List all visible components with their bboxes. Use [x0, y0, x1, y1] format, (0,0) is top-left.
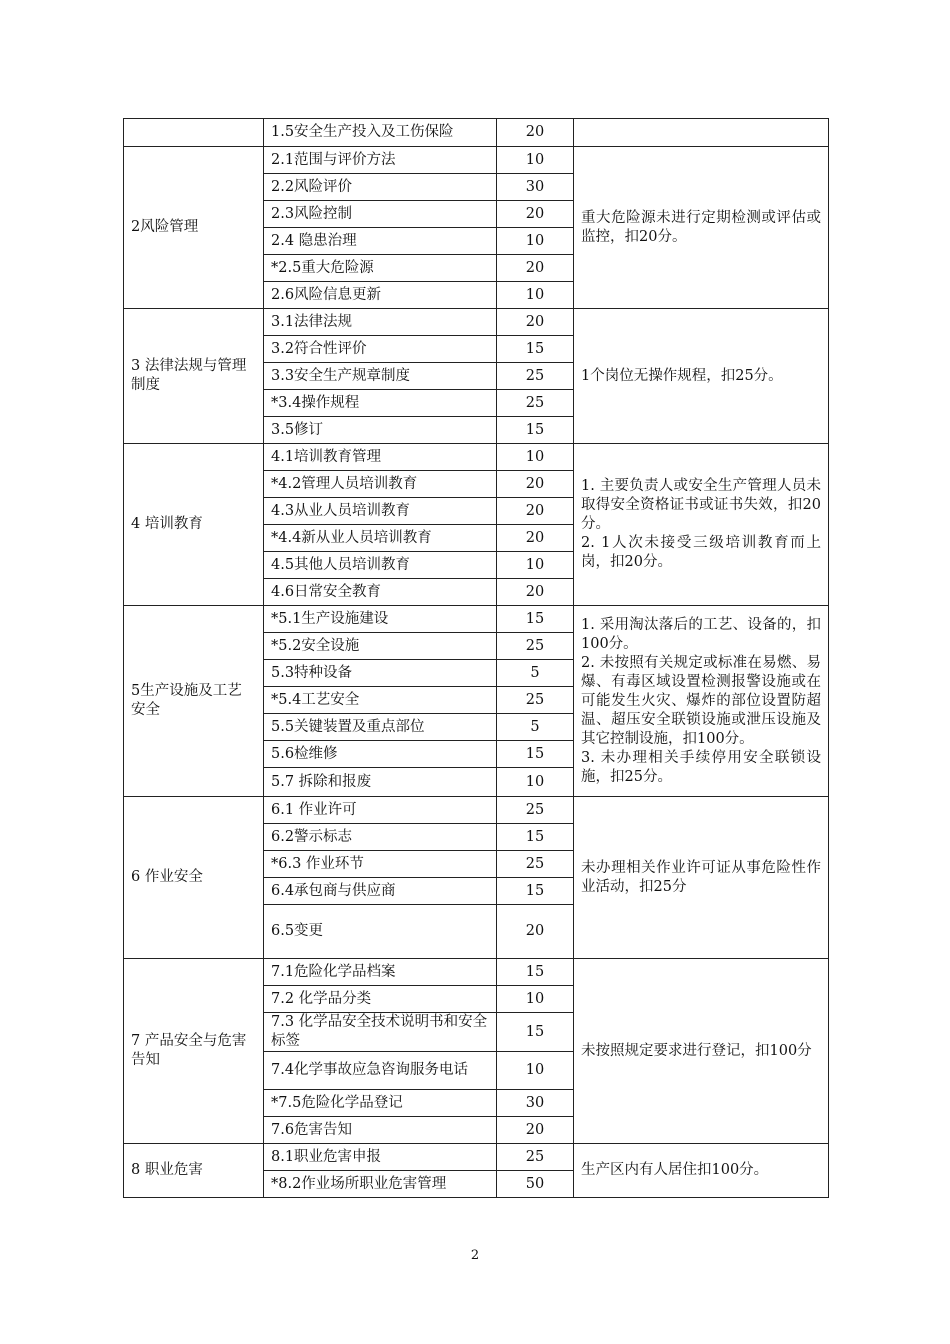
- score-cell: 20: [497, 579, 574, 606]
- score-cell: 50: [497, 1171, 574, 1198]
- element-cell: 4 培训教育: [124, 444, 264, 606]
- table-row: [124, 147, 829, 174]
- item-cell: *7.5危险化学品登记: [264, 1090, 497, 1117]
- item-cell: 5.3特种设备: [264, 660, 497, 687]
- veto-note-line: 3. 未办理相关手续停用安全联锁设施，扣25分。: [581, 749, 821, 785]
- item-cell: *5.1生产设施建设: [264, 606, 497, 633]
- score-cell: 10: [497, 444, 574, 471]
- score-cell: 25: [497, 363, 574, 390]
- score-cell: 25: [497, 851, 574, 878]
- item-cell: 5.5关键装置及重点部位: [264, 714, 497, 741]
- score-cell: 20: [497, 471, 574, 498]
- table-row: [124, 309, 829, 336]
- score-cell: 15: [497, 1013, 574, 1052]
- item-cell: *2.5重大危险源: [264, 255, 497, 282]
- element-cell: [124, 119, 264, 147]
- item-cell: 6.4承包商与供应商: [264, 878, 497, 905]
- item-cell: 5.6检维修: [264, 741, 497, 768]
- item-cell: *5.2安全设施: [264, 633, 497, 660]
- score-cell: 15: [497, 417, 574, 444]
- veto-note-line: 未办理相关作业许可证从事危险性作业活动，扣25分: [581, 859, 821, 895]
- item-cell: *4.2管理人员培训教育: [264, 471, 497, 498]
- veto-note-cell: [574, 147, 829, 309]
- item-cell: 4.6日常安全教育: [264, 579, 497, 606]
- score-cell: 20: [497, 255, 574, 282]
- veto-note-cell: [574, 309, 829, 444]
- score-cell: 5: [497, 660, 574, 687]
- item-cell: 3.3安全生产规章制度: [264, 363, 497, 390]
- item-cell: *3.4操作规程: [264, 390, 497, 417]
- score-cell: 10: [497, 147, 574, 174]
- element-cell: 7 产品安全与危害告知: [124, 959, 264, 1144]
- item-cell: 8.1职业危害申报: [264, 1144, 497, 1171]
- item-cell: 4.3从业人员培训教育: [264, 498, 497, 525]
- score-cell: 10: [497, 1052, 574, 1090]
- score-cell: 10: [497, 228, 574, 255]
- item-cell: 6.1 作业许可: [264, 797, 497, 824]
- item-cell: 3.2符合性评价: [264, 336, 497, 363]
- table-row: [124, 959, 829, 986]
- score-cell: 25: [497, 1144, 574, 1171]
- veto-note-line: 2. 未按照有关规定或标准在易燃、易爆、有毒区域设置检测报警设施或在可能发生火灾、爆炸的部位设置防超温、超压安全联锁设施或泄压设施及其它控制设施，扣100分。: [581, 654, 821, 747]
- table-row: [124, 1144, 829, 1171]
- element-cell: 5生产设施及工艺安全: [124, 606, 264, 797]
- item-cell: 2.3风险控制: [264, 201, 497, 228]
- score-cell: 15: [497, 824, 574, 851]
- item-cell: 7.3 化学品安全技术说明书和安全标签: [264, 1013, 497, 1052]
- veto-note-cell: [574, 1144, 829, 1198]
- table-row: [124, 606, 829, 633]
- veto-note-cell: [574, 119, 829, 147]
- score-cell: 20: [497, 119, 574, 147]
- veto-note-line: 重大危险源未进行定期检测或评估或监控，扣20分。: [581, 209, 821, 245]
- item-cell: 2.4 隐患治理: [264, 228, 497, 255]
- item-cell: 7.4化学事故应急咨询服务电话: [264, 1052, 497, 1090]
- score-cell: 25: [497, 797, 574, 824]
- score-cell: 10: [497, 282, 574, 309]
- score-cell: 20: [497, 309, 574, 336]
- score-cell: 20: [497, 498, 574, 525]
- item-cell: 4.1培训教育管理: [264, 444, 497, 471]
- item-cell: 2.2风险评价: [264, 174, 497, 201]
- score-cell: 20: [497, 525, 574, 552]
- item-cell: 2.6风险信息更新: [264, 282, 497, 309]
- item-cell: 5.7 拆除和报废: [264, 768, 497, 797]
- score-cell: 15: [497, 959, 574, 986]
- score-cell: 10: [497, 986, 574, 1013]
- item-cell: 6.2警示标志: [264, 824, 497, 851]
- item-cell: 6.5变更: [264, 905, 497, 959]
- score-cell: 15: [497, 336, 574, 363]
- veto-note-line: 未按照规定要求进行登记，扣100分: [581, 1042, 812, 1059]
- score-cell: 30: [497, 1090, 574, 1117]
- item-cell: *4.4新从业人员培训教育: [264, 525, 497, 552]
- score-cell: 15: [497, 741, 574, 768]
- score-cell: 25: [497, 687, 574, 714]
- score-cell: 10: [497, 552, 574, 579]
- score-cell: 15: [497, 878, 574, 905]
- score-cell: 10: [497, 768, 574, 797]
- veto-note-cell: [574, 444, 829, 606]
- veto-note-line: 1. 采用淘汰落后的工艺、设备的，扣100分。: [581, 616, 821, 652]
- veto-note-line: 2. 1人次未接受三级培训教育而上岗，扣20分。: [581, 535, 821, 570]
- table-row: [124, 797, 829, 824]
- score-cell: 25: [497, 390, 574, 417]
- table-row: [124, 119, 829, 147]
- evaluation-table-body: [124, 119, 829, 1198]
- element-cell: 6 作业安全: [124, 797, 264, 959]
- item-cell: 3.5修订: [264, 417, 497, 444]
- veto-note-line: 1个岗位无操作规程，扣25分。: [581, 367, 783, 384]
- score-cell: 20: [497, 201, 574, 228]
- item-cell: 2.1范围与评价方法: [264, 147, 497, 174]
- score-cell: 25: [497, 633, 574, 660]
- item-cell: 7.1危险化学品档案: [264, 959, 497, 986]
- evaluation-table: [123, 118, 829, 1198]
- veto-note-cell: [574, 797, 829, 959]
- score-cell: 20: [497, 905, 574, 959]
- score-cell: 15: [497, 606, 574, 633]
- table-row: [124, 444, 829, 471]
- veto-note-line: 生产区内有人居住扣100分。: [581, 1162, 769, 1178]
- element-cell: 2风险管理: [124, 147, 264, 309]
- page-number: 2: [470, 1248, 480, 1263]
- veto-note-cell: [574, 606, 829, 797]
- veto-note-cell: [574, 959, 829, 1144]
- item-cell: 1.5安全生产投入及工伤保险: [264, 119, 497, 147]
- item-cell: 3.1法律法规: [264, 309, 497, 336]
- item-cell: *8.2作业场所职业危害管理: [264, 1171, 497, 1198]
- veto-note-line: 1. 主要负责人或安全生产管理人员未取得安全资格证书或证书失效，扣20分。: [581, 478, 821, 532]
- item-cell: *6.3 作业环节: [264, 851, 497, 878]
- item-cell: *5.4工艺安全: [264, 687, 497, 714]
- item-cell: 7.6危害告知: [264, 1117, 497, 1144]
- score-cell: 20: [497, 1117, 574, 1144]
- item-cell: 4.5其他人员培训教育: [264, 552, 497, 579]
- score-cell: 30: [497, 174, 574, 201]
- item-cell: 7.2 化学品分类: [264, 986, 497, 1013]
- score-cell: 5: [497, 714, 574, 741]
- element-cell: 3 法律法规与管理制度: [124, 309, 264, 444]
- element-cell: 8 职业危害: [124, 1144, 264, 1198]
